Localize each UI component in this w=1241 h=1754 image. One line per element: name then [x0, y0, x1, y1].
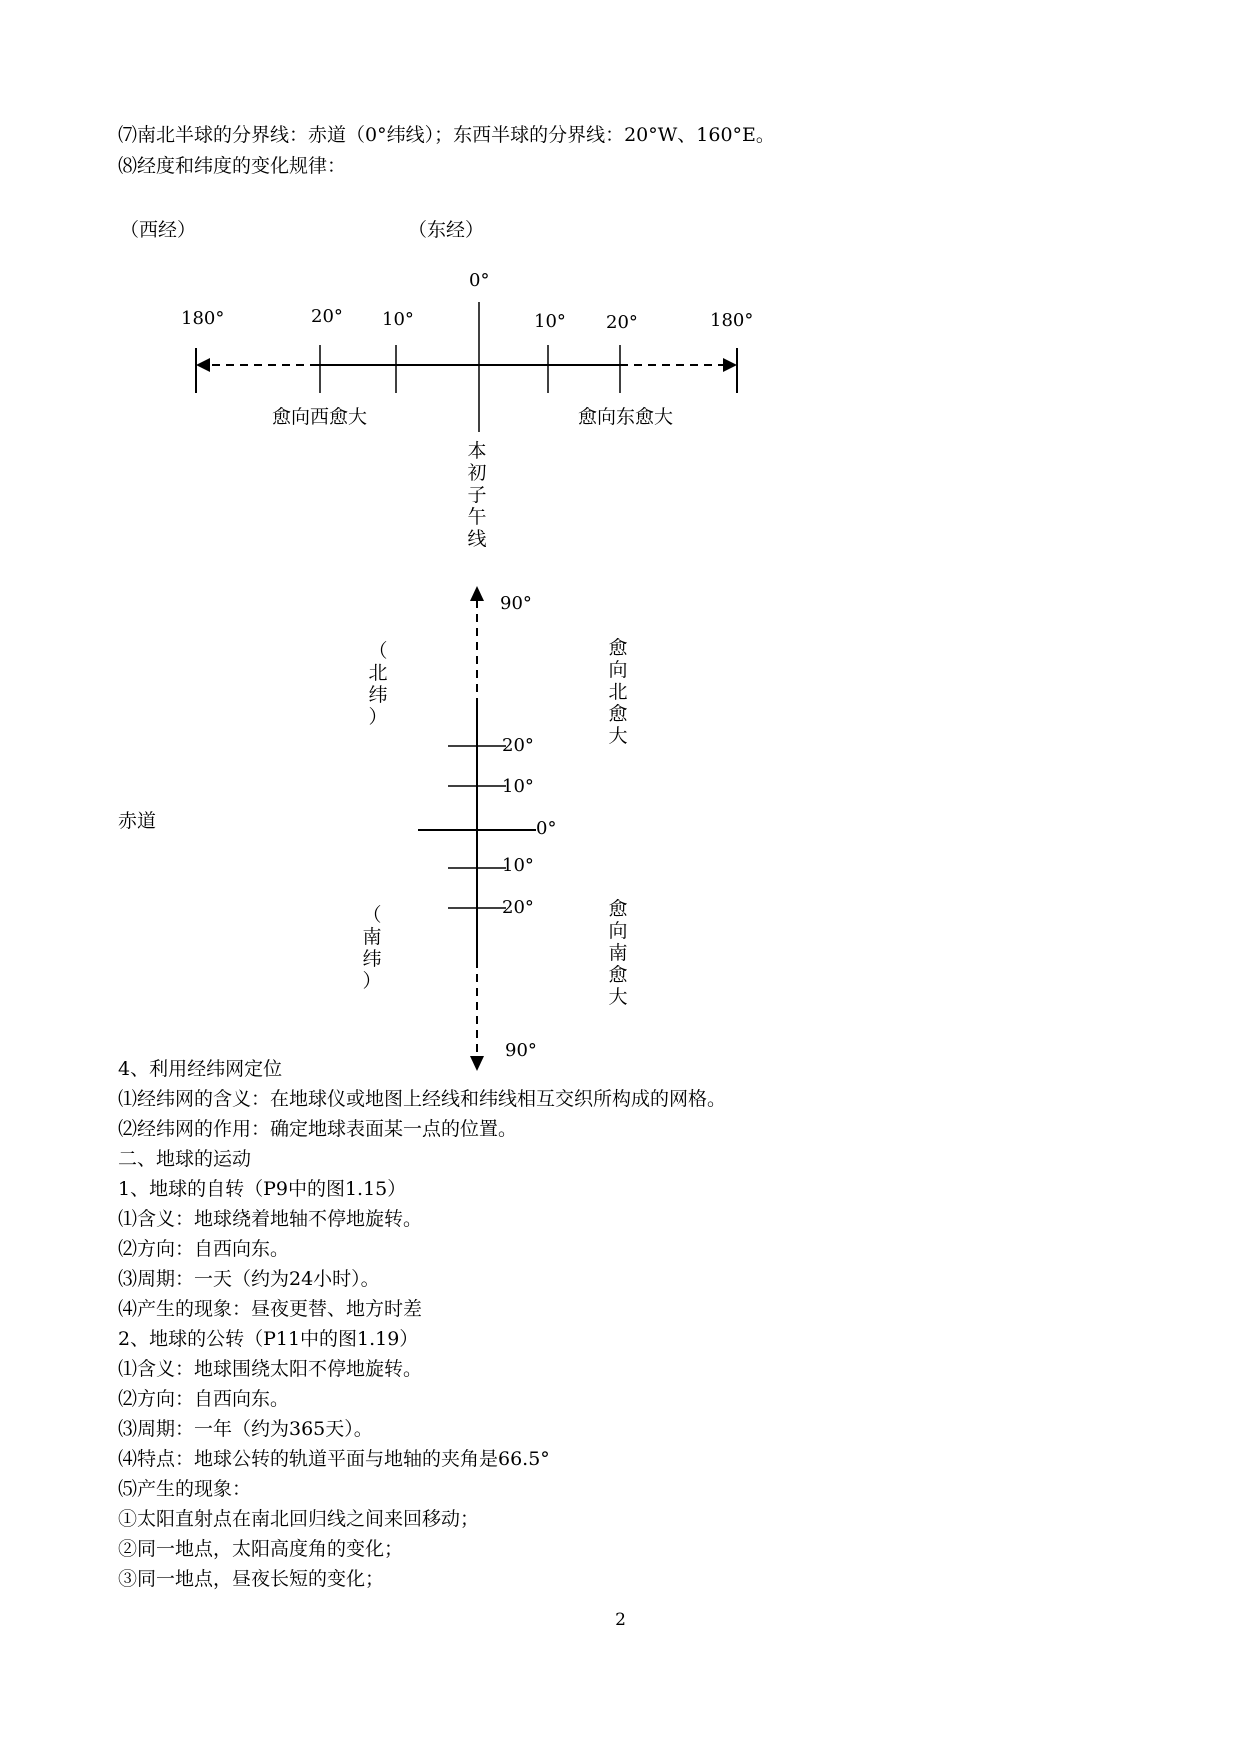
- north-tick-label-10: 10°: [502, 776, 534, 797]
- south-tick-label-10: 10°: [502, 855, 534, 876]
- text-line-revolution-feature: ⑷特点：地球公转的轨道平面与地轴的夹角是66.5°: [118, 1448, 550, 1470]
- east-longitude-label: （东经）: [408, 219, 485, 241]
- west-rule-label: 愈向西愈大: [272, 406, 368, 428]
- zero-meridian-label: 0°: [469, 270, 490, 291]
- text-line-revolution-period: ⑶周期：一年（约为365天）。: [118, 1418, 373, 1440]
- arrow-east-icon: [723, 358, 737, 372]
- text-line-rotation-phenomena: ⑷产生的现象：昼夜更替、地方时差: [118, 1298, 423, 1320]
- section-heading-grid-positioning: 4、利用经纬网定位: [118, 1058, 283, 1080]
- north-tick-label-20: 20°: [502, 735, 534, 756]
- text-line-grid-meaning: ⑴经纬网的含义：在地球仪或地图上经线和纬线相互交织所构成的网格。: [118, 1088, 727, 1110]
- subheading-revolution: 2、地球的公转（P11中的图1.19）: [118, 1328, 419, 1350]
- text-line-rotation-period: ⑶周期：一天（约为24小时）。: [118, 1268, 380, 1290]
- north-rule-label: 愈 向 北 愈 大: [608, 637, 628, 747]
- list-item-subsolar-point: ①太阳直射点在南北回归线之间来回移动；: [118, 1508, 480, 1530]
- text-line-revolution-phenomena: ⑸产生的现象：: [118, 1478, 252, 1500]
- arrow-south-icon: [470, 1056, 484, 1071]
- north-pole-label: 90°: [500, 593, 532, 614]
- text-line-revolution-meaning: ⑴含义：地球围绕太阳不停地旋转。: [118, 1358, 423, 1380]
- east-tick-label-20: 20°: [606, 312, 638, 333]
- section-heading-earth-motion: 二、地球的运动: [118, 1148, 252, 1170]
- west-longitude-label: （西经）: [120, 219, 197, 241]
- subheading-rotation: 1、地球的自转（P9中的图1.15）: [118, 1178, 407, 1200]
- east-rule-label: 愈向东愈大: [578, 406, 674, 428]
- west-tick-label-10: 10°: [382, 309, 414, 330]
- arrow-west-icon: [196, 358, 210, 372]
- list-item-solar-altitude: ②同一地点，太阳高度角的变化；: [118, 1538, 404, 1560]
- text-line-change-rule: ⑻经度和纬度的变化规律：: [118, 155, 347, 177]
- text-line-rotation-meaning: ⑴含义：地球绕着地轴不停地旋转。: [118, 1208, 423, 1230]
- east-tick-label-10: 10°: [534, 311, 566, 332]
- text-line-boundary: ⑺南北半球的分界线：赤道（0°纬线）；东西半球的分界线：20°W、160°E。: [118, 124, 775, 146]
- south-latitude-label: （ 南 纬 ）: [362, 904, 382, 992]
- text-line-revolution-direction: ⑵方向：自西向东。: [118, 1388, 290, 1410]
- south-rule-label: 愈 向 南 愈 大: [608, 898, 628, 1008]
- text-line-rotation-direction: ⑵方向：自西向东。: [118, 1238, 290, 1260]
- prime-meridian-label: 本 初 子 午 线: [467, 440, 487, 550]
- south-pole-label: 90°: [505, 1040, 537, 1061]
- equator-label: 赤道: [118, 810, 157, 832]
- south-tick-label-20: 20°: [502, 897, 534, 918]
- west-tick-label-180: 180°: [181, 308, 225, 329]
- west-tick-label-20: 20°: [311, 306, 343, 327]
- arrow-north-icon: [470, 586, 484, 601]
- text-line-grid-function: ⑵经纬网的作用：确定地球表面某一点的位置。: [118, 1118, 518, 1140]
- equator-zero-label: 0°: [536, 818, 557, 839]
- north-latitude-label: （ 北 纬 ）: [368, 640, 388, 728]
- east-tick-label-180: 180°: [710, 310, 754, 331]
- page-number: 2: [615, 1610, 626, 1630]
- list-item-day-length: ③同一地点，昼夜长短的变化；: [118, 1568, 385, 1590]
